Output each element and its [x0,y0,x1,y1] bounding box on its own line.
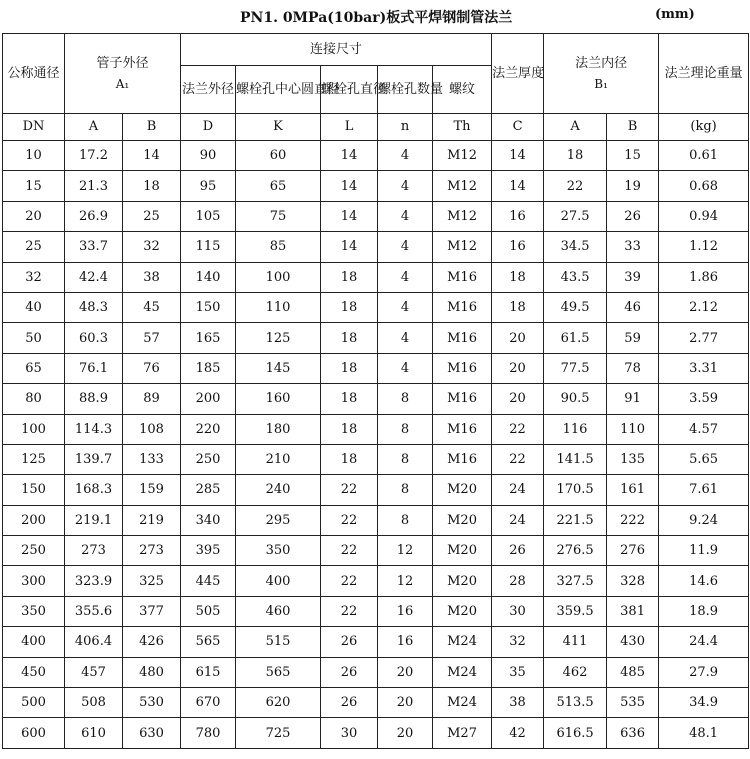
cell-flange-id-a: 49.5 [544,292,607,322]
cell-bolt-qty: 4 [378,262,433,292]
cell-bolt-hole: 18 [321,444,378,474]
cell-flange-id-b: 222 [607,505,659,535]
cell-bolt-qty: 4 [378,201,433,231]
table-row [3,566,749,596]
cell-weight: 5.65 [659,444,749,474]
header-bolt-circle: 螺栓孔中心圆直径 [236,66,321,114]
cell-thickness: 22 [492,444,544,474]
cell-flange-id-a: 22 [544,171,607,201]
table-row [3,232,749,262]
cell-weight: 34.9 [659,688,749,718]
sym-d: D [181,114,236,141]
cell-pipe-od-b: 133 [123,444,181,474]
cell-flange-id-a: 18 [544,141,607,171]
cell-flange-id-b: 276 [607,536,659,566]
cell-flange-id-b: 78 [607,353,659,383]
cell-bolt-hole: 14 [321,232,378,262]
cell-pipe-od-b: 57 [123,323,181,353]
cell-weight: 0.61 [659,141,749,171]
cell-bolt-qty: 20 [378,718,433,748]
cell-flange-id-a: 27.5 [544,201,607,231]
cell-flange-id-b: 430 [607,627,659,657]
cell-pipe-od-b: 38 [123,262,181,292]
cell-pipe-od-a: 457 [65,657,123,687]
cell-flange-id-a: 61.5 [544,323,607,353]
cell-dn: 300 [3,566,65,596]
cell-flange-od: 285 [181,475,236,505]
cell-bolt-circle: 65 [236,171,321,201]
cell-dn: 65 [3,353,65,383]
header-thread: 螺纹 [433,66,492,114]
cell-weight: 27.9 [659,657,749,687]
cell-flange-id-a: 462 [544,657,607,687]
cell-pipe-od-a: 323.9 [65,566,123,596]
cell-bolt-circle: 350 [236,536,321,566]
cell-pipe-od-a: 219.1 [65,505,123,535]
cell-thread: M24 [433,657,492,687]
cell-pipe-od-b: 32 [123,232,181,262]
cell-bolt-qty: 4 [378,232,433,262]
cell-flange-od: 150 [181,292,236,322]
cell-pipe-od-a: 17.2 [65,141,123,171]
cell-weight: 18.9 [659,596,749,626]
cell-flange-od: 220 [181,414,236,444]
cell-flange-id-b: 19 [607,171,659,201]
cell-bolt-hole: 14 [321,201,378,231]
cell-flange-id-a: 513.5 [544,688,607,718]
cell-bolt-circle: 85 [236,232,321,262]
cell-pipe-od-a: 76.1 [65,353,123,383]
sym-th: Th [433,114,492,141]
cell-flange-od: 95 [181,171,236,201]
cell-thickness: 16 [492,201,544,231]
cell-thickness: 28 [492,566,544,596]
table-row [3,323,749,353]
sym-c: C [492,114,544,141]
header-pipe-od-symbol: A₁ [115,76,130,91]
cell-bolt-qty: 8 [378,444,433,474]
cell-weight: 0.94 [659,201,749,231]
cell-bolt-circle: 145 [236,353,321,383]
sym-b: B [123,114,181,141]
cell-flange-id-a: 116 [544,414,607,444]
cell-thickness: 30 [492,596,544,626]
cell-flange-od: 780 [181,718,236,748]
cell-bolt-hole: 18 [321,292,378,322]
cell-weight: 24.4 [659,627,749,657]
cell-flange-od: 140 [181,262,236,292]
cell-dn: 350 [3,596,65,626]
table-row [3,171,749,201]
header-pipe-od [65,34,181,114]
table-row [3,536,749,566]
table-row [3,688,749,718]
table-title: PN1. 0MPa(10bar)板式平焊钢制管法兰 [240,10,513,26]
cell-flange-id-b: 46 [607,292,659,322]
header-bolt-qty: 螺栓孔数量 [378,66,433,114]
cell-pipe-od-b: 76 [123,353,181,383]
cell-thickness: 16 [492,232,544,262]
sym-dn: DN [3,114,65,141]
cell-dn: 15 [3,171,65,201]
table-body [3,141,749,749]
cell-bolt-circle: 460 [236,596,321,626]
cell-flange-id-b: 39 [607,262,659,292]
cell-pipe-od-b: 45 [123,292,181,322]
cell-weight: 3.31 [659,353,749,383]
cell-flange-od: 105 [181,201,236,231]
cell-bolt-circle: 620 [236,688,321,718]
cell-bolt-hole: 22 [321,566,378,596]
cell-pipe-od-b: 18 [123,171,181,201]
cell-dn: 80 [3,384,65,414]
cell-bolt-circle: 160 [236,384,321,414]
cell-flange-id-a: 34.5 [544,232,607,262]
cell-flange-id-a: 90.5 [544,384,607,414]
table-row [3,262,749,292]
cell-pipe-od-a: 42.4 [65,262,123,292]
cell-thickness: 20 [492,323,544,353]
cell-pipe-od-a: 48.3 [65,292,123,322]
cell-flange-id-b: 33 [607,232,659,262]
cell-dn: 400 [3,627,65,657]
cell-flange-id-a: 411 [544,627,607,657]
cell-pipe-od-b: 273 [123,536,181,566]
cell-thickness: 42 [492,718,544,748]
cell-pipe-od-b: 630 [123,718,181,748]
cell-dn: 600 [3,718,65,748]
cell-flange-od: 445 [181,566,236,596]
cell-flange-od: 200 [181,384,236,414]
cell-weight: 2.77 [659,323,749,353]
cell-thickness: 14 [492,141,544,171]
cell-thickness: 35 [492,657,544,687]
cell-dn: 10 [3,141,65,171]
cell-flange-id-b: 381 [607,596,659,626]
table-row [3,141,749,171]
cell-bolt-hole: 14 [321,171,378,201]
cell-bolt-qty: 20 [378,657,433,687]
cell-pipe-od-a: 33.7 [65,232,123,262]
cell-pipe-od-b: 89 [123,384,181,414]
cell-weight: 4.57 [659,414,749,444]
sym-k: K [236,114,321,141]
cell-bolt-hole: 18 [321,262,378,292]
cell-bolt-hole: 18 [321,323,378,353]
cell-flange-id-b: 161 [607,475,659,505]
sym-b2: B [607,114,659,141]
cell-pipe-od-a: 21.3 [65,171,123,201]
unit-label: (mm) [655,7,695,22]
cell-bolt-qty: 4 [378,141,433,171]
cell-bolt-hole: 22 [321,505,378,535]
cell-flange-id-a: 616.5 [544,718,607,748]
cell-thread: M12 [433,141,492,171]
cell-flange-od: 340 [181,505,236,535]
cell-flange-id-b: 485 [607,657,659,687]
header-flange-id [544,34,659,114]
cell-dn: 32 [3,262,65,292]
cell-dn: 250 [3,536,65,566]
cell-bolt-hole: 26 [321,627,378,657]
cell-pipe-od-b: 377 [123,596,181,626]
cell-thread: M16 [433,323,492,353]
cell-flange-id-b: 91 [607,384,659,414]
cell-bolt-circle: 725 [236,718,321,748]
cell-thickness: 18 [492,292,544,322]
cell-pipe-od-a: 508 [65,688,123,718]
cell-bolt-hole: 22 [321,596,378,626]
cell-bolt-qty: 4 [378,353,433,383]
cell-thread: M12 [433,171,492,201]
cell-flange-od: 185 [181,353,236,383]
cell-dn: 25 [3,232,65,262]
cell-flange-id-a: 276.5 [544,536,607,566]
header-pipe-od-label: 管子外径 [96,55,149,71]
cell-weight: 7.61 [659,475,749,505]
table-row [3,657,749,687]
cell-thickness: 18 [492,262,544,292]
cell-dn: 150 [3,475,65,505]
cell-weight: 14.6 [659,566,749,596]
sym-kg: (kg) [659,114,749,141]
cell-thread: M16 [433,262,492,292]
table-row [3,201,749,231]
cell-pipe-od-b: 14 [123,141,181,171]
cell-weight: 9.24 [659,505,749,535]
cell-pipe-od-b: 530 [123,688,181,718]
cell-pipe-od-b: 480 [123,657,181,687]
cell-pipe-od-a: 610 [65,718,123,748]
cell-bolt-qty: 12 [378,566,433,596]
cell-dn: 20 [3,201,65,231]
cell-bolt-circle: 125 [236,323,321,353]
cell-thread: M12 [433,232,492,262]
cell-thickness: 14 [492,171,544,201]
cell-thread: M20 [433,536,492,566]
cell-bolt-circle: 400 [236,566,321,596]
cell-flange-id-b: 135 [607,444,659,474]
cell-weight: 1.86 [659,262,749,292]
header-weight: 法兰理论重量 [659,34,749,114]
cell-bolt-qty: 4 [378,323,433,353]
cell-thickness: 22 [492,414,544,444]
cell-bolt-circle: 60 [236,141,321,171]
table-row [3,384,749,414]
cell-dn: 450 [3,657,65,687]
cell-dn: 40 [3,292,65,322]
cell-flange-id-a: 359.5 [544,596,607,626]
flange-spec-table [2,33,749,749]
cell-pipe-od-a: 355.6 [65,596,123,626]
cell-weight: 11.9 [659,536,749,566]
cell-pipe-od-a: 60.3 [65,323,123,353]
header-bolt-hole: 螺栓孔直径 [321,66,378,114]
sym-l: L [321,114,378,141]
cell-pipe-od-b: 426 [123,627,181,657]
cell-weight: 2.12 [659,292,749,322]
cell-dn: 200 [3,505,65,535]
cell-pipe-od-a: 273 [65,536,123,566]
table-row [3,718,749,748]
cell-flange-id-a: 77.5 [544,353,607,383]
cell-flange-id-b: 636 [607,718,659,748]
cell-bolt-qty: 8 [378,384,433,414]
cell-pipe-od-a: 114.3 [65,414,123,444]
cell-pipe-od-b: 219 [123,505,181,535]
table-row [3,627,749,657]
cell-flange-id-b: 328 [607,566,659,596]
header-flange-id-symbol: B₁ [594,76,608,91]
cell-flange-od: 615 [181,657,236,687]
cell-flange-od: 115 [181,232,236,262]
cell-thread: M20 [433,566,492,596]
sym-n: n [378,114,433,141]
cell-flange-id-b: 110 [607,414,659,444]
cell-bolt-hole: 18 [321,353,378,383]
cell-thread: M16 [433,444,492,474]
cell-bolt-qty: 12 [378,536,433,566]
header-connection: 连接尺寸 [181,34,492,66]
cell-dn: 100 [3,414,65,444]
cell-bolt-hole: 26 [321,688,378,718]
cell-thread: M16 [433,384,492,414]
cell-weight: 0.68 [659,171,749,201]
cell-flange-od: 565 [181,627,236,657]
cell-bolt-qty: 16 [378,596,433,626]
cell-bolt-circle: 210 [236,444,321,474]
cell-pipe-od-b: 325 [123,566,181,596]
table-row [3,414,749,444]
cell-thread: M16 [433,353,492,383]
cell-flange-id-b: 26 [607,201,659,231]
cell-thickness: 32 [492,627,544,657]
cell-bolt-hole: 30 [321,718,378,748]
cell-flange-od: 165 [181,323,236,353]
cell-bolt-hole: 14 [321,141,378,171]
cell-thread: M16 [433,292,492,322]
cell-flange-od: 670 [181,688,236,718]
cell-bolt-hole: 22 [321,536,378,566]
cell-bolt-circle: 100 [236,262,321,292]
cell-bolt-circle: 180 [236,414,321,444]
cell-bolt-hole: 26 [321,657,378,687]
cell-weight: 3.59 [659,384,749,414]
cell-bolt-circle: 515 [236,627,321,657]
title-bar [0,7,750,29]
cell-bolt-qty: 16 [378,627,433,657]
cell-pipe-od-a: 139.7 [65,444,123,474]
cell-flange-id-a: 43.5 [544,262,607,292]
cell-pipe-od-a: 26.9 [65,201,123,231]
cell-flange-id-a: 327.5 [544,566,607,596]
header-flange-od: 法兰外径 [181,66,236,114]
cell-thread: M20 [433,596,492,626]
table-row [3,444,749,474]
cell-thickness: 24 [492,505,544,535]
cell-pipe-od-a: 88.9 [65,384,123,414]
cell-bolt-qty: 8 [378,505,433,535]
cell-flange-od: 395 [181,536,236,566]
cell-weight: 1.12 [659,232,749,262]
cell-thickness: 38 [492,688,544,718]
cell-flange-id-b: 535 [607,688,659,718]
cell-bolt-circle: 295 [236,505,321,535]
cell-thread: M27 [433,718,492,748]
table-row [3,505,749,535]
cell-pipe-od-a: 168.3 [65,475,123,505]
cell-thread: M12 [433,201,492,231]
cell-thickness: 20 [492,353,544,383]
cell-bolt-qty: 20 [378,688,433,718]
cell-dn: 50 [3,323,65,353]
cell-bolt-circle: 565 [236,657,321,687]
cell-pipe-od-b: 159 [123,475,181,505]
cell-flange-id-a: 170.5 [544,475,607,505]
cell-bolt-hole: 18 [321,414,378,444]
cell-flange-id-b: 15 [607,141,659,171]
cell-thickness: 20 [492,384,544,414]
table-row [3,475,749,505]
cell-thread: M24 [433,627,492,657]
table-row [3,596,749,626]
cell-thread: M20 [433,475,492,505]
cell-dn: 500 [3,688,65,718]
cell-thickness: 24 [492,475,544,505]
table-row [3,353,749,383]
cell-bolt-circle: 75 [236,201,321,231]
sym-a2: A [544,114,607,141]
header-flange-id-label: 法兰内径 [575,55,628,71]
cell-thread: M20 [433,505,492,535]
cell-dn: 125 [3,444,65,474]
cell-bolt-qty: 4 [378,292,433,322]
cell-flange-od: 90 [181,141,236,171]
header-thickness: 法兰厚度 [492,34,544,114]
table-row [3,292,749,322]
cell-pipe-od-b: 108 [123,414,181,444]
cell-bolt-circle: 110 [236,292,321,322]
cell-bolt-circle: 240 [236,475,321,505]
cell-flange-od: 505 [181,596,236,626]
cell-thread: M24 [433,688,492,718]
header-dn: 公称通径 [3,34,65,114]
cell-flange-id-a: 141.5 [544,444,607,474]
cell-pipe-od-a: 406.4 [65,627,123,657]
cell-weight: 48.1 [659,718,749,748]
cell-pipe-od-b: 25 [123,201,181,231]
cell-flange-id-b: 59 [607,323,659,353]
cell-flange-id-a: 221.5 [544,505,607,535]
cell-bolt-qty: 4 [378,171,433,201]
cell-thread: M16 [433,414,492,444]
cell-thickness: 26 [492,536,544,566]
sym-a: A [65,114,123,141]
cell-bolt-hole: 18 [321,384,378,414]
cell-bolt-qty: 8 [378,414,433,444]
cell-bolt-hole: 22 [321,475,378,505]
cell-flange-od: 250 [181,444,236,474]
cell-bolt-qty: 8 [378,475,433,505]
